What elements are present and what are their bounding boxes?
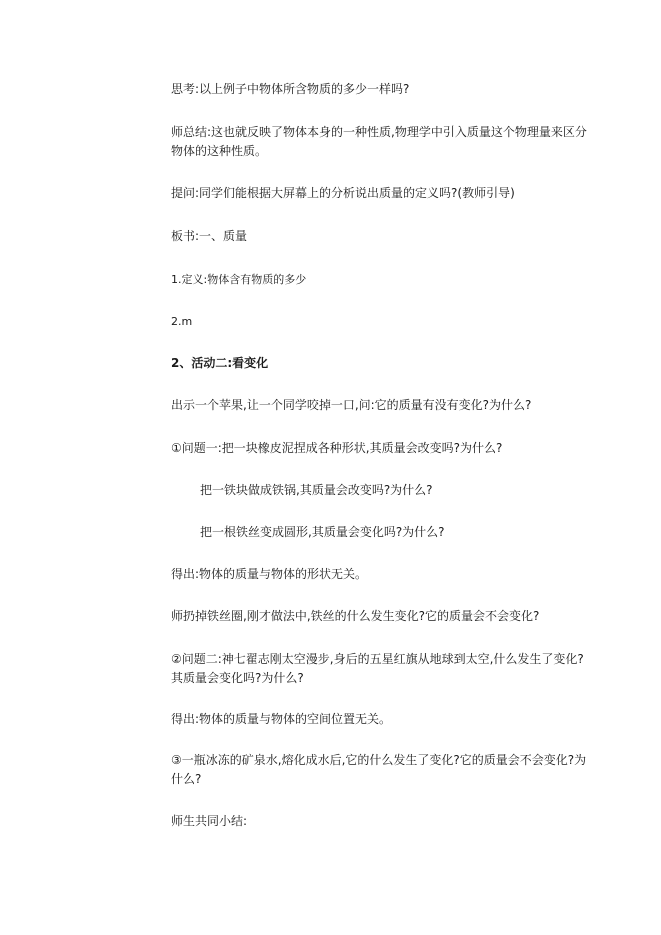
paragraph-problem-two: ②问题二:神七翟志刚太空漫步,身后的五星红旗从地球到太空,什么发生了变化?其质量会变化吗?为什么? xyxy=(171,652,584,685)
paragraph-problem-one: ①问题一:把一块橡皮泥捏成各种形状,其质量会改变吗?为什么? xyxy=(171,441,503,455)
paragraph-think: 思考:以上例子中物体所含物质的多少一样吗? xyxy=(171,82,410,96)
paragraph-summary: 师生共同小结: xyxy=(171,814,248,828)
paragraph-board-heading: 板书:一、质量 xyxy=(171,229,248,243)
paragraph-teacher-summary: 师总结:这也就反映了物体本身的一种性质,物理学中引入质量这个物理量来区分物体的这种性质。 xyxy=(171,125,587,158)
paragraph-problem-three: ③一瓶冰冻的矿泉水,熔化成水后,它的什么发生了变化?它的质量会不会变化?为什么? xyxy=(171,753,587,786)
paragraph-iron-pot: 把一铁块做成铁锅,其质量会改变吗?为什么? xyxy=(200,483,433,497)
paragraph-definition: 1.定义:物体含有物质的多少 xyxy=(171,273,307,286)
paragraph-question: 提问:同学们能根据大屏幕上的分析说出质量的定义吗?(教师引导) xyxy=(171,186,515,200)
paragraph-conclusion-position: 得出:物体的质量与物体的空间位置无关。 xyxy=(171,712,392,726)
paragraph-apple: 出示一个苹果,让一个同学咬掉一口,问:它的质量有没有变化?为什么? xyxy=(171,398,532,412)
paragraph-symbol: 2.m xyxy=(171,315,193,328)
paragraph-iron-wire: 把一根铁丝变成圆形,其质量会变化吗?为什么? xyxy=(200,525,445,539)
paragraph-conclusion-shape: 得出:物体的质量与物体的形状无关。 xyxy=(171,567,368,581)
paragraph-wire-ring: 师扔掉铁丝圈,刚才做法中,铁丝的什么发生变化?它的质量会不会变化? xyxy=(171,609,540,623)
section-heading-activity-two: 2、活动二:看变化 xyxy=(171,356,269,370)
